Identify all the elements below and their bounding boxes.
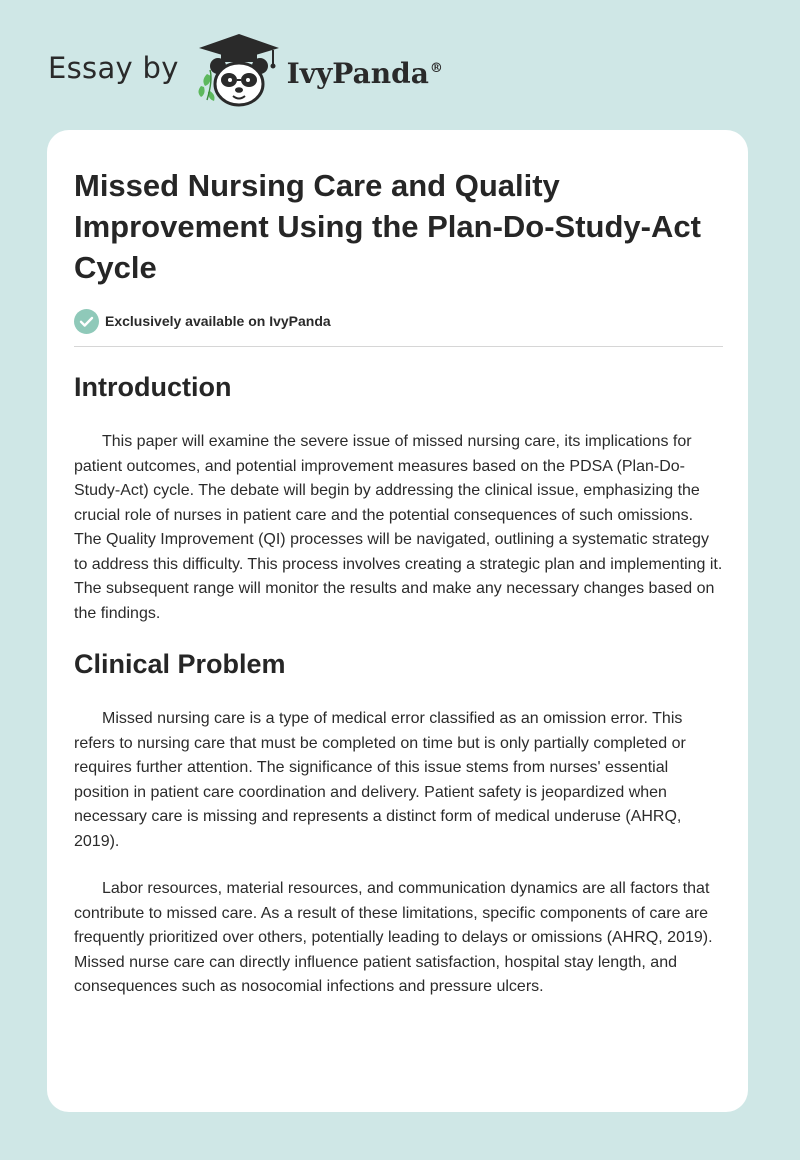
paragraph: This paper will examine the severe issue of missed nursing care, its implications for patient outcomes, and potential improvement measures based on the PDSA (Plan-Do-Study-Act) cycle. The debate will begin by addressing the clinical issue, emphasizing the crucial role of nurses in patient care and the potential consequences of such omissions. The Quality Improvement (QI) processes will be navigated, outlining a systematic strategy to address this difficulty. This process involves creating a strategic plan and implementing it. The subsequent range will monitor the results and make any necessary changes based on the findings.: [74, 433, 723, 622]
check-circle-icon: [74, 309, 99, 334]
article-title: Missed Nursing Care and Quality Improvement Using the Plan-Do-Study-Act Cycle: [74, 168, 701, 285]
divider: [74, 346, 723, 347]
panda-graduate-logo-icon: [193, 30, 285, 110]
registered-mark: ®: [429, 61, 443, 77]
paragraph: Labor resources, material resources, and communication dynamics are all factors that contribute to missed care. As a result of these limitations, specific components of care are frequently prioritized over others, potentially leading to delays or omissions (AHRQ, 2019). Missed nurse care can directly influence patient satisfaction, hospital stay length, and consequences such as nosocomial infections and pressure ulcers.: [74, 880, 713, 995]
brand-header[interactable]: [48, 30, 443, 110]
section-heading-clinical-problem: Clinical Problem: [74, 649, 286, 679]
exclusive-label: Exclusively available on IvyPanda: [105, 313, 331, 329]
brand-name: IvyPanda®: [286, 56, 443, 90]
article-card: [47, 130, 748, 1112]
paragraph: Missed nursing care is a type of medical error classified as an omission error. This refers to nursing care that must be completed on time but is only partially completed or requires further attention. The significance of this issue stems from nurses' essential position in patient care coordination and delivery. Patient safety is jeopardized when necessary care is missing and represents a distinct form of medical underuse (AHRQ, 2019).: [74, 710, 686, 850]
brand-prefix: Essay by: [48, 51, 179, 85]
section-heading-introduction: Introduction: [74, 372, 232, 402]
exclusive-badge: [74, 308, 722, 334]
